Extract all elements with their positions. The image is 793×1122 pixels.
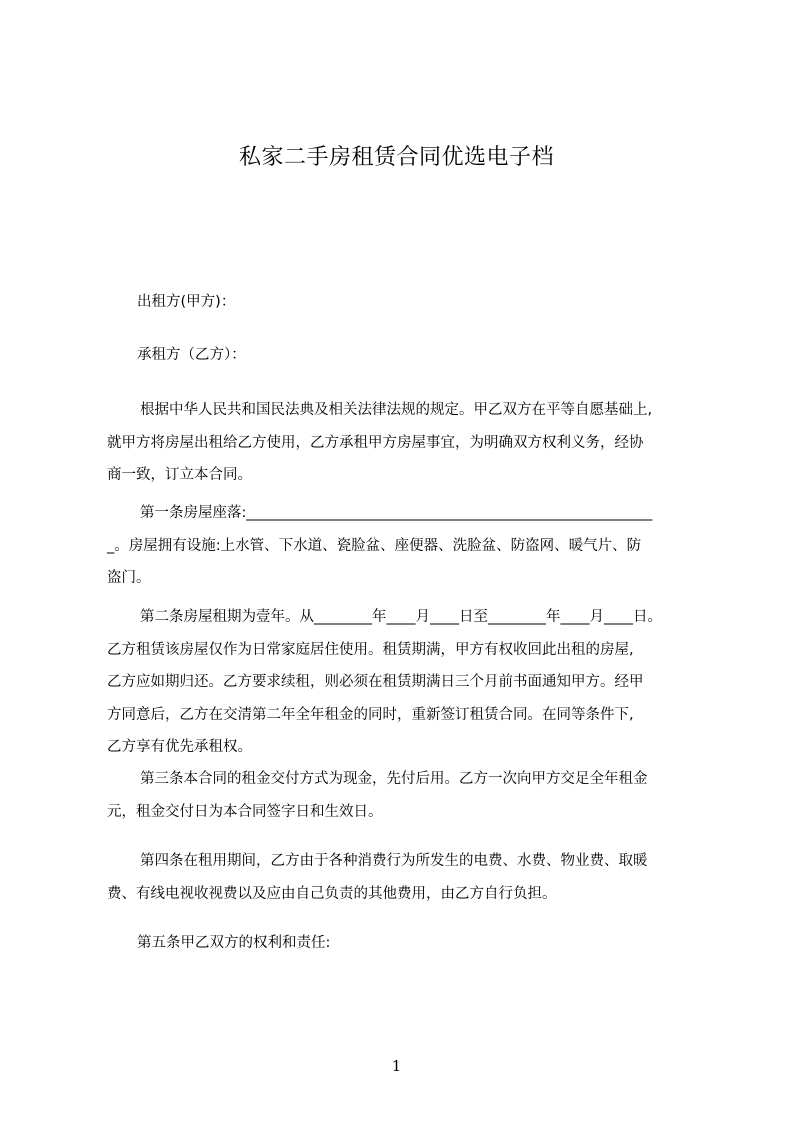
party-b-line: 承租方（乙方）： — [137, 347, 246, 363]
article-2-line: 乙方应如期归还。乙方要求续租，则必须在租赁期满日三个月前书面通知甲方。经甲 — [107, 674, 644, 690]
article-1-line: 第一条房屋座落:________________________________________________________ — [140, 505, 653, 521]
article-3 — [107, 763, 703, 828]
party-a-line: 出租方(甲方)： — [137, 294, 236, 310]
preamble-line: 就甲方将房屋出租给乙方使用，乙方承租甲方房屋事宜，为明确双方权利义务，经协 — [107, 434, 644, 451]
article-1 — [107, 497, 703, 595]
article-2-line: 方同意后，乙方在交清第二年全年租金的同时，重新签订租赁合同。在同等条件下, — [107, 706, 634, 723]
preamble-line: 商一致，订立本合同。 — [107, 467, 252, 483]
article-1-line: _。房屋拥有设施:上水管、下水道、瓷脸盆、座便器、洗脸盆、防盗网、暖气片、防 — [107, 537, 642, 554]
article-3-line: 第三条本合同的租金交付方式为现金，先付后用。乙方一次向甲方交足全年租金 — [140, 771, 648, 787]
page-number: 1 — [391, 1057, 402, 1075]
article-4-line: 费、有线电视收视费以及应由自己负责的其他费用，由乙方自行负担。 — [107, 885, 557, 902]
document-title: 私家二手房租赁合同优选电子档 — [238, 145, 554, 170]
article-4-line: 第四条在租用期间，乙方由于各种消费行为所发生的电费、水费、物业费、取暖 — [140, 853, 648, 869]
article-4 — [107, 845, 703, 910]
article-1-line: 盗门。 — [107, 570, 151, 586]
article-2-line: 第二条房屋租期为壹年。从________年____月____日至________年____月____日。 — [140, 609, 662, 625]
article-2 — [107, 601, 703, 764]
preamble-line: 根据中华人民共和国民法典及相关法律法规的规定。甲乙双方在平等自愿基础上, — [140, 402, 653, 418]
article-2-line: 乙方享有优先承租权。 — [107, 739, 252, 755]
article-3-line: 元，租金交付日为本合同签字日和生效日。 — [107, 803, 383, 820]
article-5-heading: 第五条甲乙双方的权利和责任: — [137, 935, 331, 951]
preamble-paragraph — [107, 394, 703, 492]
article-2-line: 乙方租赁该房屋仅作为日常家庭居住使用。租赁期满，甲方有权收回此出租的房屋, — [107, 641, 634, 658]
